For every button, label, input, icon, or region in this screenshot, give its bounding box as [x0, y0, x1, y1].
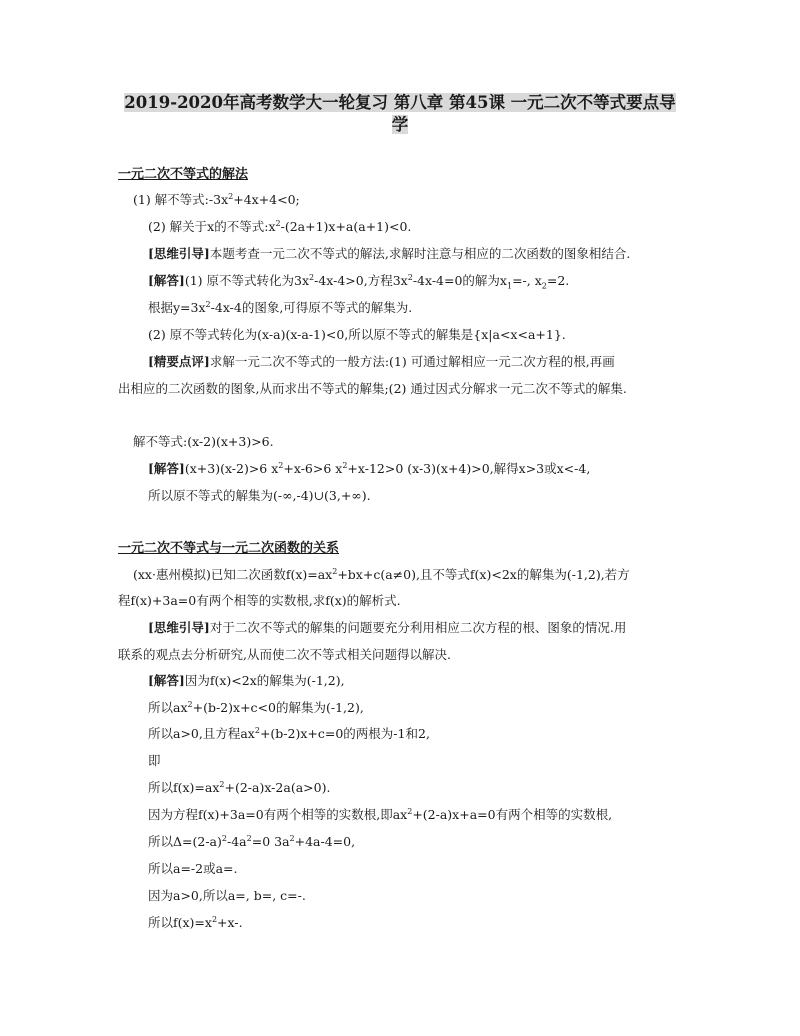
section2-guide-line-2: 联系的观点去分析研究,从而使二次不等式相关问题得以解决.	[118, 647, 451, 662]
section2-question-line-2: 程f(x)+3a=0有两个相等的实数根,求f(x)的解析式.	[118, 593, 401, 608]
section2-answer-5: 所以$f(x)=ax^2+(2-a)x-2a(a>0)$.	[148, 779, 331, 795]
section2-answer-9: 因为a>0,所以a=, b=, c=-.	[148, 888, 306, 903]
section2-answer-1: [解答]因为f(x)<2x的解集为(-1,2),	[148, 673, 345, 688]
section2-heading: 一元二次不等式与一元二次函数的关系	[118, 541, 340, 556]
section2-question-line-1: (xx·惠州模拟)已知二次函数$f(x)=ax^2+bx+c(a\ne 0)$,且不等式f(x)<2x的解集为(-1,2),若方	[133, 566, 630, 582]
title-line-2: 学	[391, 115, 409, 134]
section2-answer-4: 即	[148, 753, 161, 768]
section2-answer-2: 所以$ax^2+(b-2)x+c<0$的解集为(-1,2),	[148, 699, 364, 715]
section2-answer-6: 因为方程f(x)+3a=0有两个相等的实数根,即$ax^2+(2-a)x+a=0$有两个相等的实数根,	[148, 806, 613, 822]
problem-1: (1) 解不等式$:-3x^2+4x+4<0$;	[133, 191, 300, 207]
section1-heading: 一元二次不等式的解法	[118, 167, 249, 182]
problem-2: (2) 解关于x的不等式$:x^2-(2a+1)x+a(a+1)<0$.	[148, 218, 412, 234]
section2-answer-8: 所以a=-2或a=.	[148, 861, 238, 876]
document-title	[100, 92, 700, 136]
section2-answer-3: 所以a>0,且方程$ax^2+(b-2)x+c=0$的两根为-1和2,	[148, 725, 430, 741]
answer-1-line-3: (2) 原不等式转化为(x-a)(x-a-1)<0,所以原不等式的解集是{x|a<x<a+1}.	[148, 327, 566, 342]
title-line-1: 2019-2020年高考数学大一轮复习 第八章 第45课 一元二次不等式要点导	[124, 93, 676, 112]
answer-1-line-2: 根据$y=3x^2-4x-4$的图象,可得原不等式的解集为.	[148, 299, 413, 315]
exercise-answer-2: 所以原不等式的解集为(-∞,-4)∪(3,+∞).	[148, 488, 371, 503]
section2-answer-10: 所以$f(x)=x^2+x-$.	[148, 914, 243, 930]
comment-line-2: 出相应的二次函数的图象,从而求出不等式的解集;(2) 通过因式分解求一元二次不等式的解集.	[118, 381, 627, 396]
comment-line-1: [精要点评]求解一元二次不等式的一般方法:(1) 可通过解相应一元二次方程的根,再画	[148, 354, 615, 369]
section2-guide-line-1: [思维引导]对于二次不等式的解集的问题要充分利用相应二次方程的根、图象的情况.用	[148, 620, 627, 635]
answer-1-line-1: [解答](1) 原不等式转化为$3x^2-4x-4>0$,方程$3x^2-4x-4=0$的解为$x_1=-$, $x_2=2$.	[148, 272, 570, 291]
exercise-question: 解不等式:(x-2)(x+3)>6.	[133, 434, 274, 449]
exercise-answer-1: [解答](x+3)(x-2)>6 $x^2+x-6>6$ $x^2+x-12>0$ (x-3)(x+4)>0,解得x>3或x<-4,	[148, 460, 591, 476]
section2-answer-7: 所以$\Delta=(2-a)^2-4a^2=0$ $3a^2+4a-4=0$,	[148, 833, 356, 849]
guide-paragraph-1: [思维引导]本题考查一元二次不等式的解法,求解时注意与相应的二次函数的图象相结合.	[148, 246, 631, 261]
